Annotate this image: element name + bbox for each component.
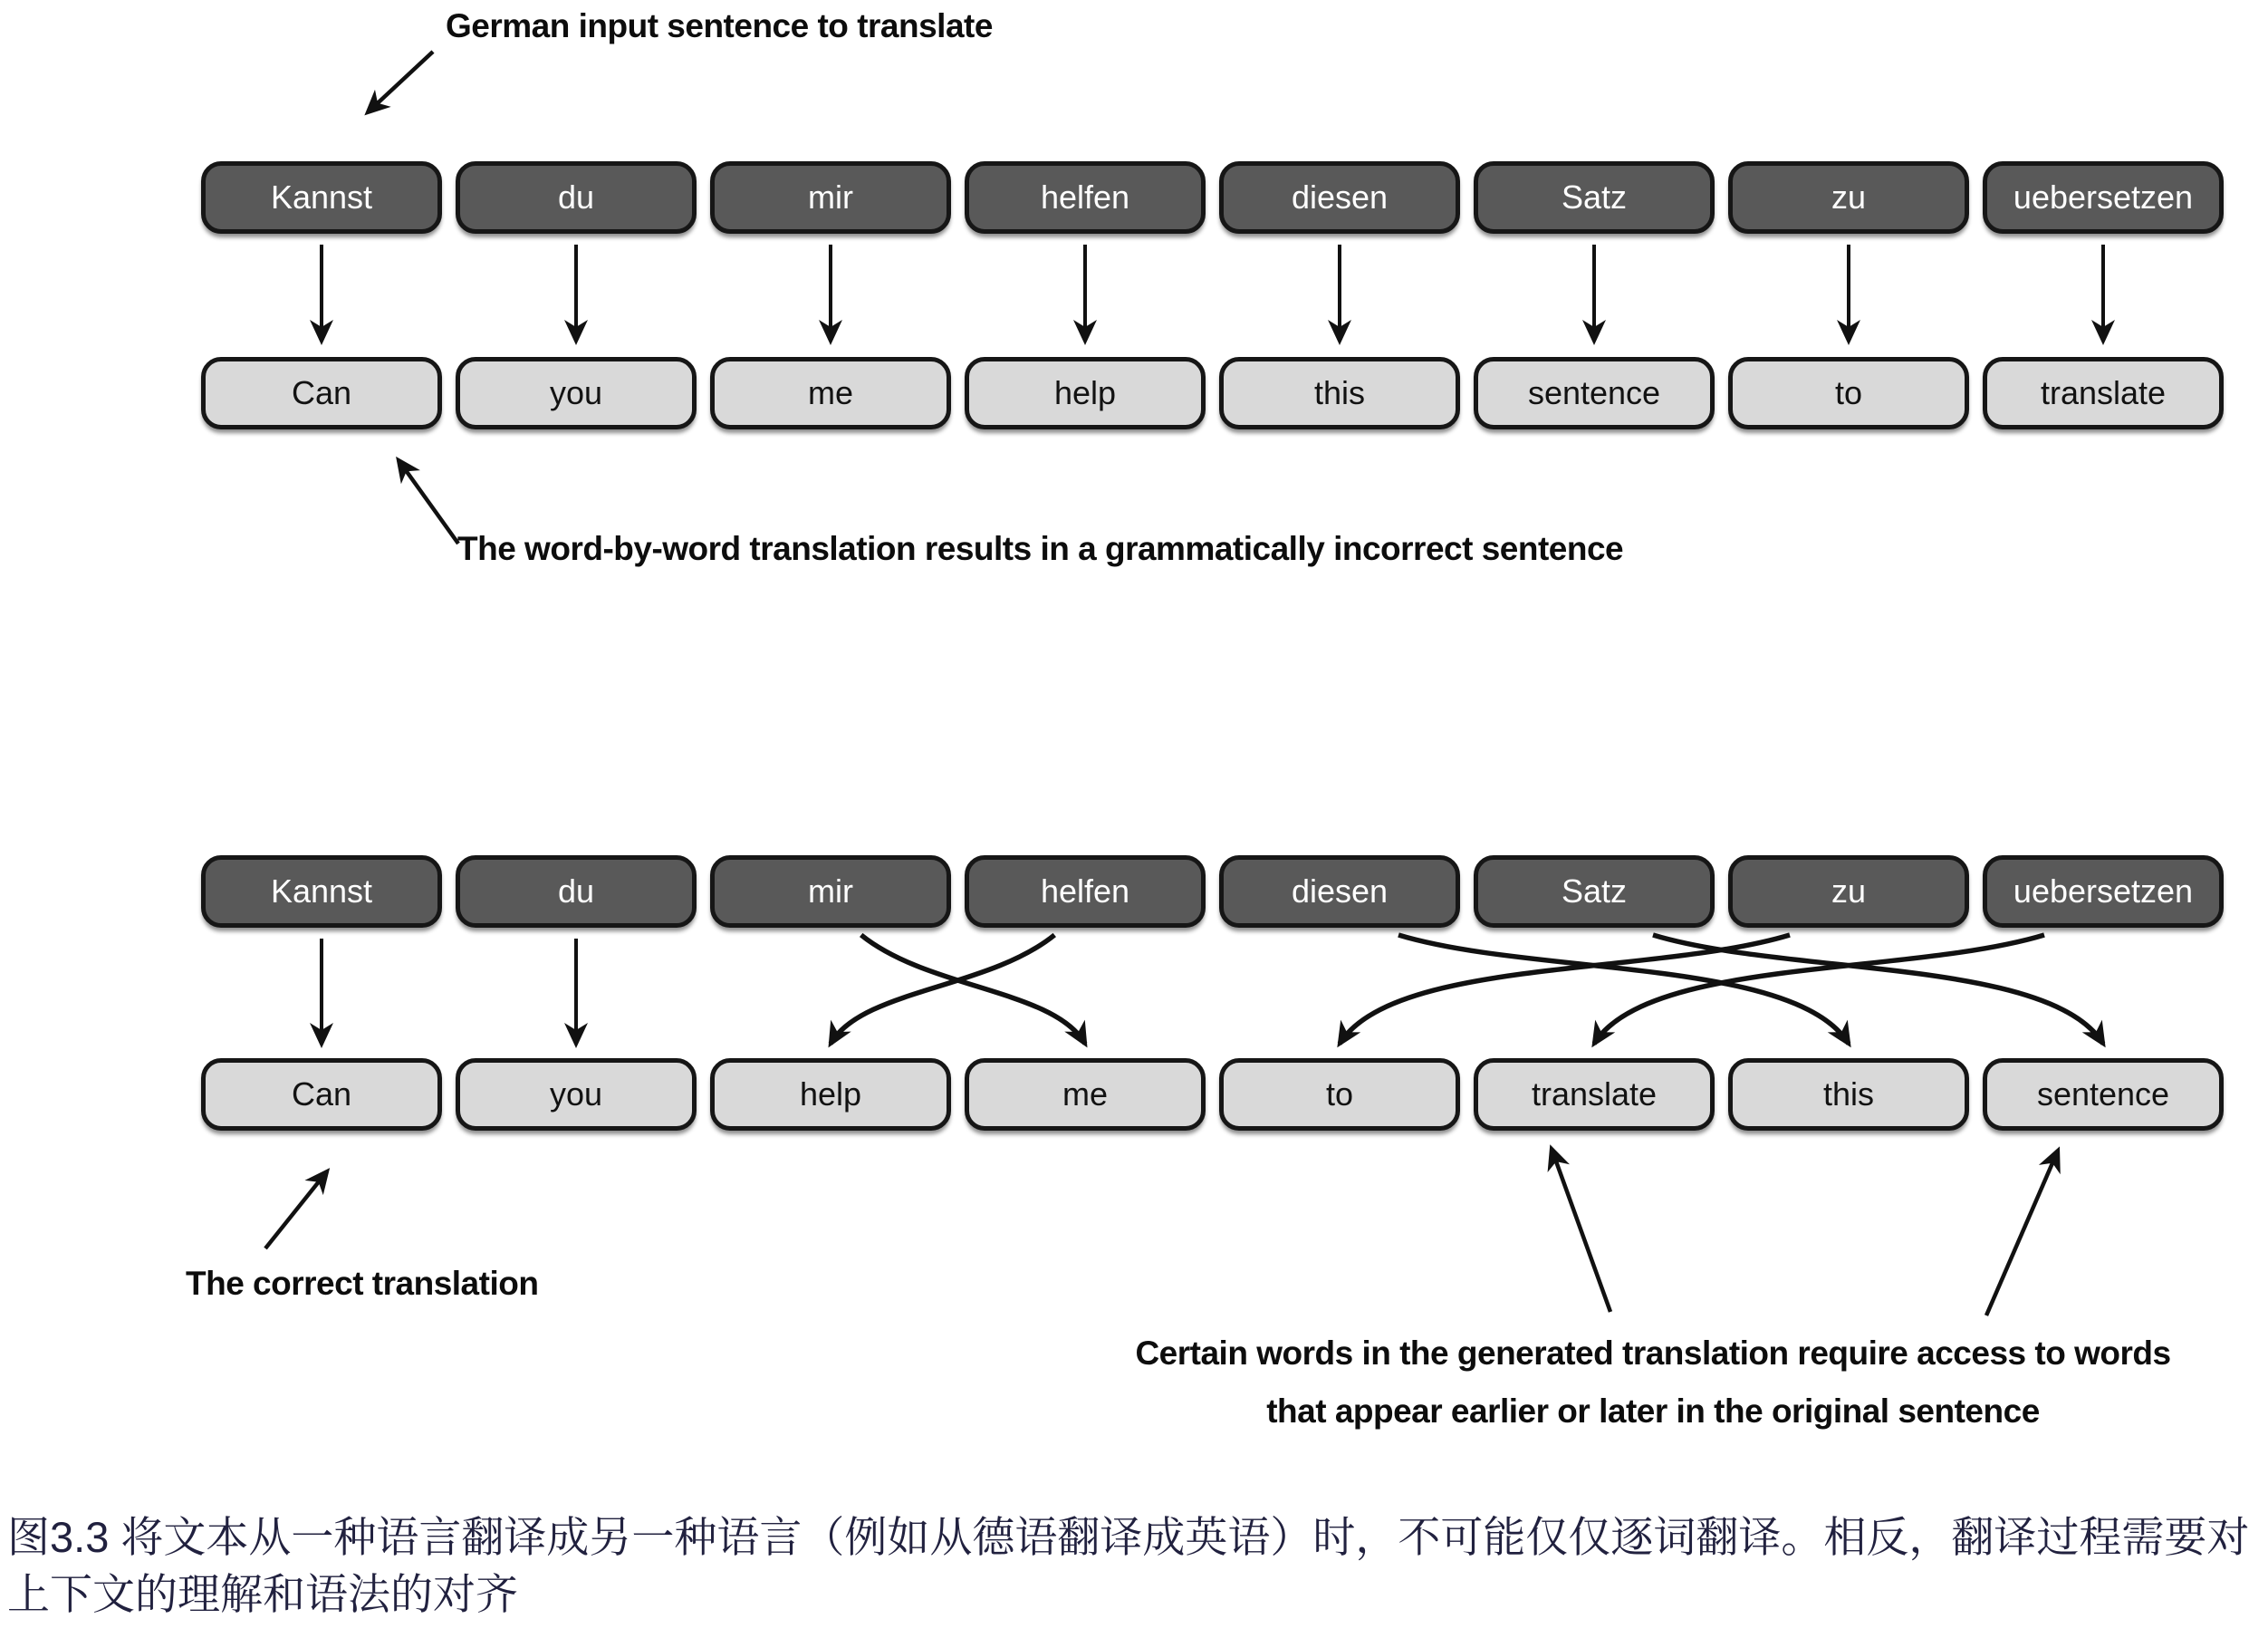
- english-word-box: this: [1219, 357, 1460, 429]
- german-word-box: Satz: [1474, 855, 1715, 928]
- english-word-box: sentence: [1474, 357, 1715, 429]
- german-word-box: Kannst: [201, 855, 442, 928]
- english-word-box: to: [1728, 357, 1969, 429]
- english-word-box: Can: [201, 357, 442, 429]
- correct-alignment-arrow: [861, 935, 1085, 1044]
- english-word-box: sentence: [1983, 1058, 2224, 1131]
- correct-alignment-arrow: [1398, 935, 1849, 1044]
- german-word-box: zu: [1728, 161, 1969, 234]
- attention-note-line1: Certain words in the generated translation require access to words: [1135, 1334, 2171, 1372]
- german-word-box: diesen: [1219, 855, 1460, 928]
- english-word-box: me: [710, 357, 951, 429]
- german-word-box: uebersetzen: [1983, 855, 2224, 928]
- attention-note-line2: that appear earlier or later in the original sentence: [1266, 1392, 2040, 1430]
- german-word-box: helfen: [965, 855, 1206, 928]
- annotation-pointer-arrow: [1552, 1149, 1610, 1312]
- english-word-row-literal: [201, 357, 2224, 429]
- correct-alignment-arrow: [1340, 935, 1790, 1044]
- annotation-pointer-arrow: [399, 460, 458, 544]
- german-word-box: mir: [710, 855, 951, 928]
- german-word-box: uebersetzen: [1983, 161, 2224, 234]
- attention-note: [1019, 1325, 2268, 1440]
- german-word-row-literal: [201, 161, 2224, 234]
- correct-alignment-arrow: [1594, 935, 2044, 1044]
- german-word-box: zu: [1728, 855, 1969, 928]
- english-word-box: translate: [1474, 1058, 1715, 1131]
- german-word-box: helfen: [965, 161, 1206, 234]
- english-word-box: help: [965, 357, 1206, 429]
- english-word-box: me: [965, 1058, 1206, 1131]
- english-word-box: help: [710, 1058, 951, 1131]
- english-word-box: to: [1219, 1058, 1460, 1131]
- german-word-box: Satz: [1474, 161, 1715, 234]
- annotation-pointer-arrow: [368, 52, 433, 112]
- english-word-box: this: [1728, 1058, 1969, 1131]
- english-word-box: you: [456, 1058, 697, 1131]
- german-word-box: Kannst: [201, 161, 442, 234]
- correct-alignment-arrow: [831, 935, 1054, 1044]
- correct-alignment-arrow: [1653, 935, 2103, 1044]
- english-word-box: Can: [201, 1058, 442, 1131]
- english-word-row-correct: [201, 1058, 2224, 1131]
- german-word-box: du: [456, 161, 697, 234]
- word-by-word-note: The word-by-word translation results in a grammatically incorrect sentence: [457, 530, 1624, 567]
- german-word-box: du: [456, 855, 697, 928]
- german-word-row-correct: [201, 855, 2224, 928]
- annotation-pointer-arrow: [1986, 1151, 2058, 1315]
- english-word-box: you: [456, 357, 697, 429]
- german-input-label: German input sentence to translate: [446, 7, 993, 44]
- german-word-box: mir: [710, 161, 951, 234]
- correct-translation-note: The correct translation: [186, 1265, 539, 1302]
- figure-caption: 图3.3 将文本从一种语言翻译成另一种语言（例如从德语翻译成英语）时，不可能仅仅逐词翻译。相反，翻译过程需要对上下文的理解和语法的对齐: [7, 1513, 2250, 1618]
- german-word-box: diesen: [1219, 161, 1460, 234]
- english-word-box: translate: [1983, 357, 2224, 429]
- annotation-pointer-arrow: [265, 1171, 327, 1248]
